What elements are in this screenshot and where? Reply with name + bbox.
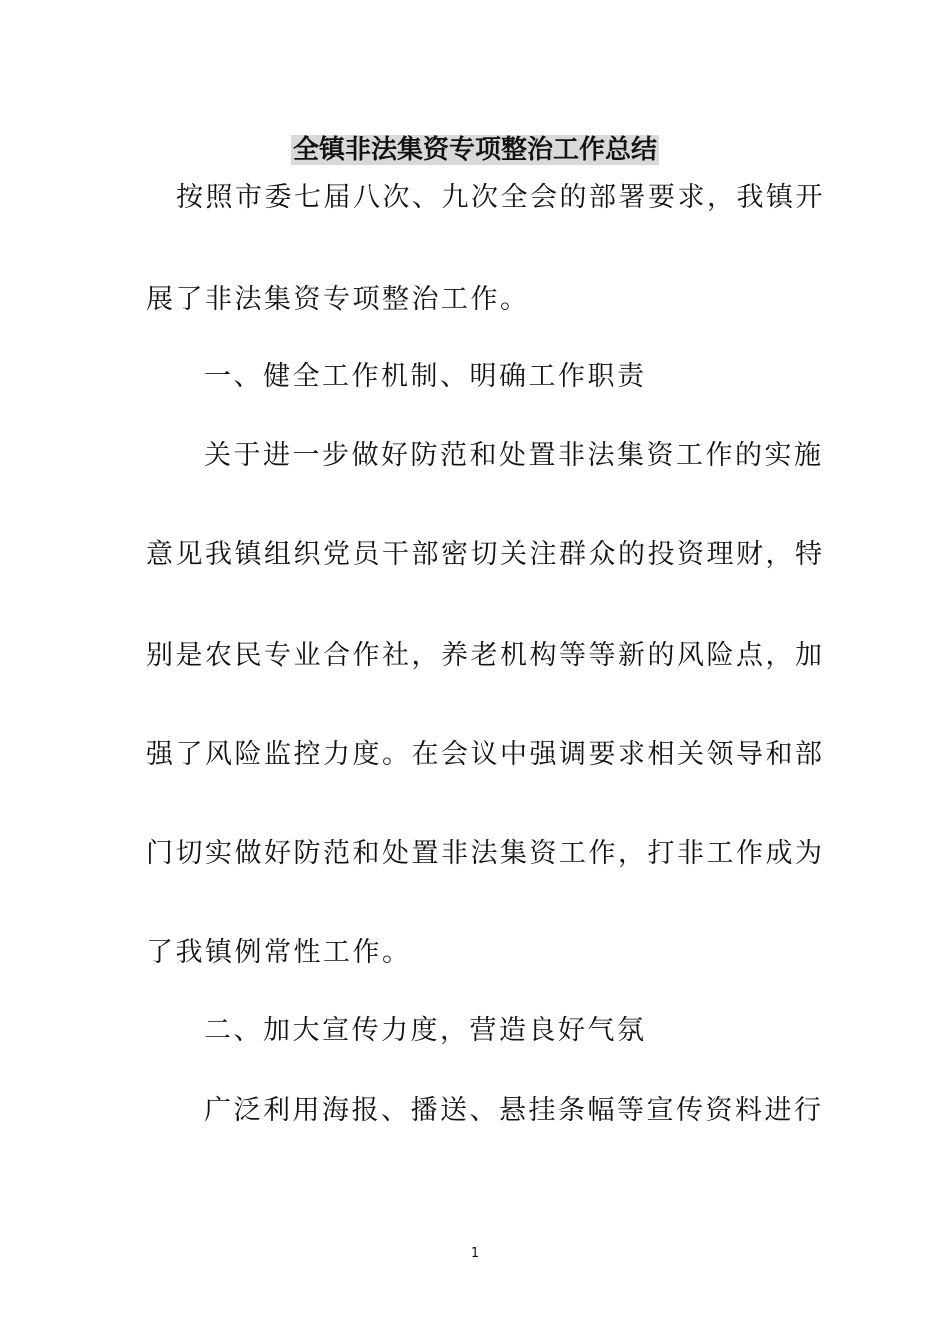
section-heading: 二、加大宣传力度，营造良好气氛 — [204, 1015, 647, 1046]
section-heading: 一、健全工作机制、明确工作职责 — [204, 361, 647, 392]
body-line: 广泛利用海报、播送、悬挂条幅等宣传资料进行 — [204, 1095, 824, 1126]
document-title-text: 全镇非法集资专项整治工作总结 — [292, 135, 657, 165]
body-line: 门切实做好防范和处置非法集资工作，打非工作成为 — [146, 838, 825, 869]
body-line: 意见我镇组织党员干部密切关注群众的投资理财，特 — [146, 539, 825, 570]
body-line: 别是农民专业合作社，养老机构等等新的风险点，加 — [146, 640, 825, 671]
body-line: 强了风险监控力度。在会议中强调要求相关领导和部 — [146, 739, 825, 770]
body-line: 关于进一步做好防范和处置非法集资工作的实施 — [204, 440, 824, 471]
body-line: 了我镇例常性工作。 — [146, 937, 412, 968]
document-title — [0, 130, 950, 170]
page-number: 1 — [470, 1246, 480, 1261]
body-line: 按照市委七届八次、九次全会的部署要求，我镇开 — [176, 182, 825, 213]
body-line: 展了非法集资专项整治工作。 — [146, 284, 530, 315]
